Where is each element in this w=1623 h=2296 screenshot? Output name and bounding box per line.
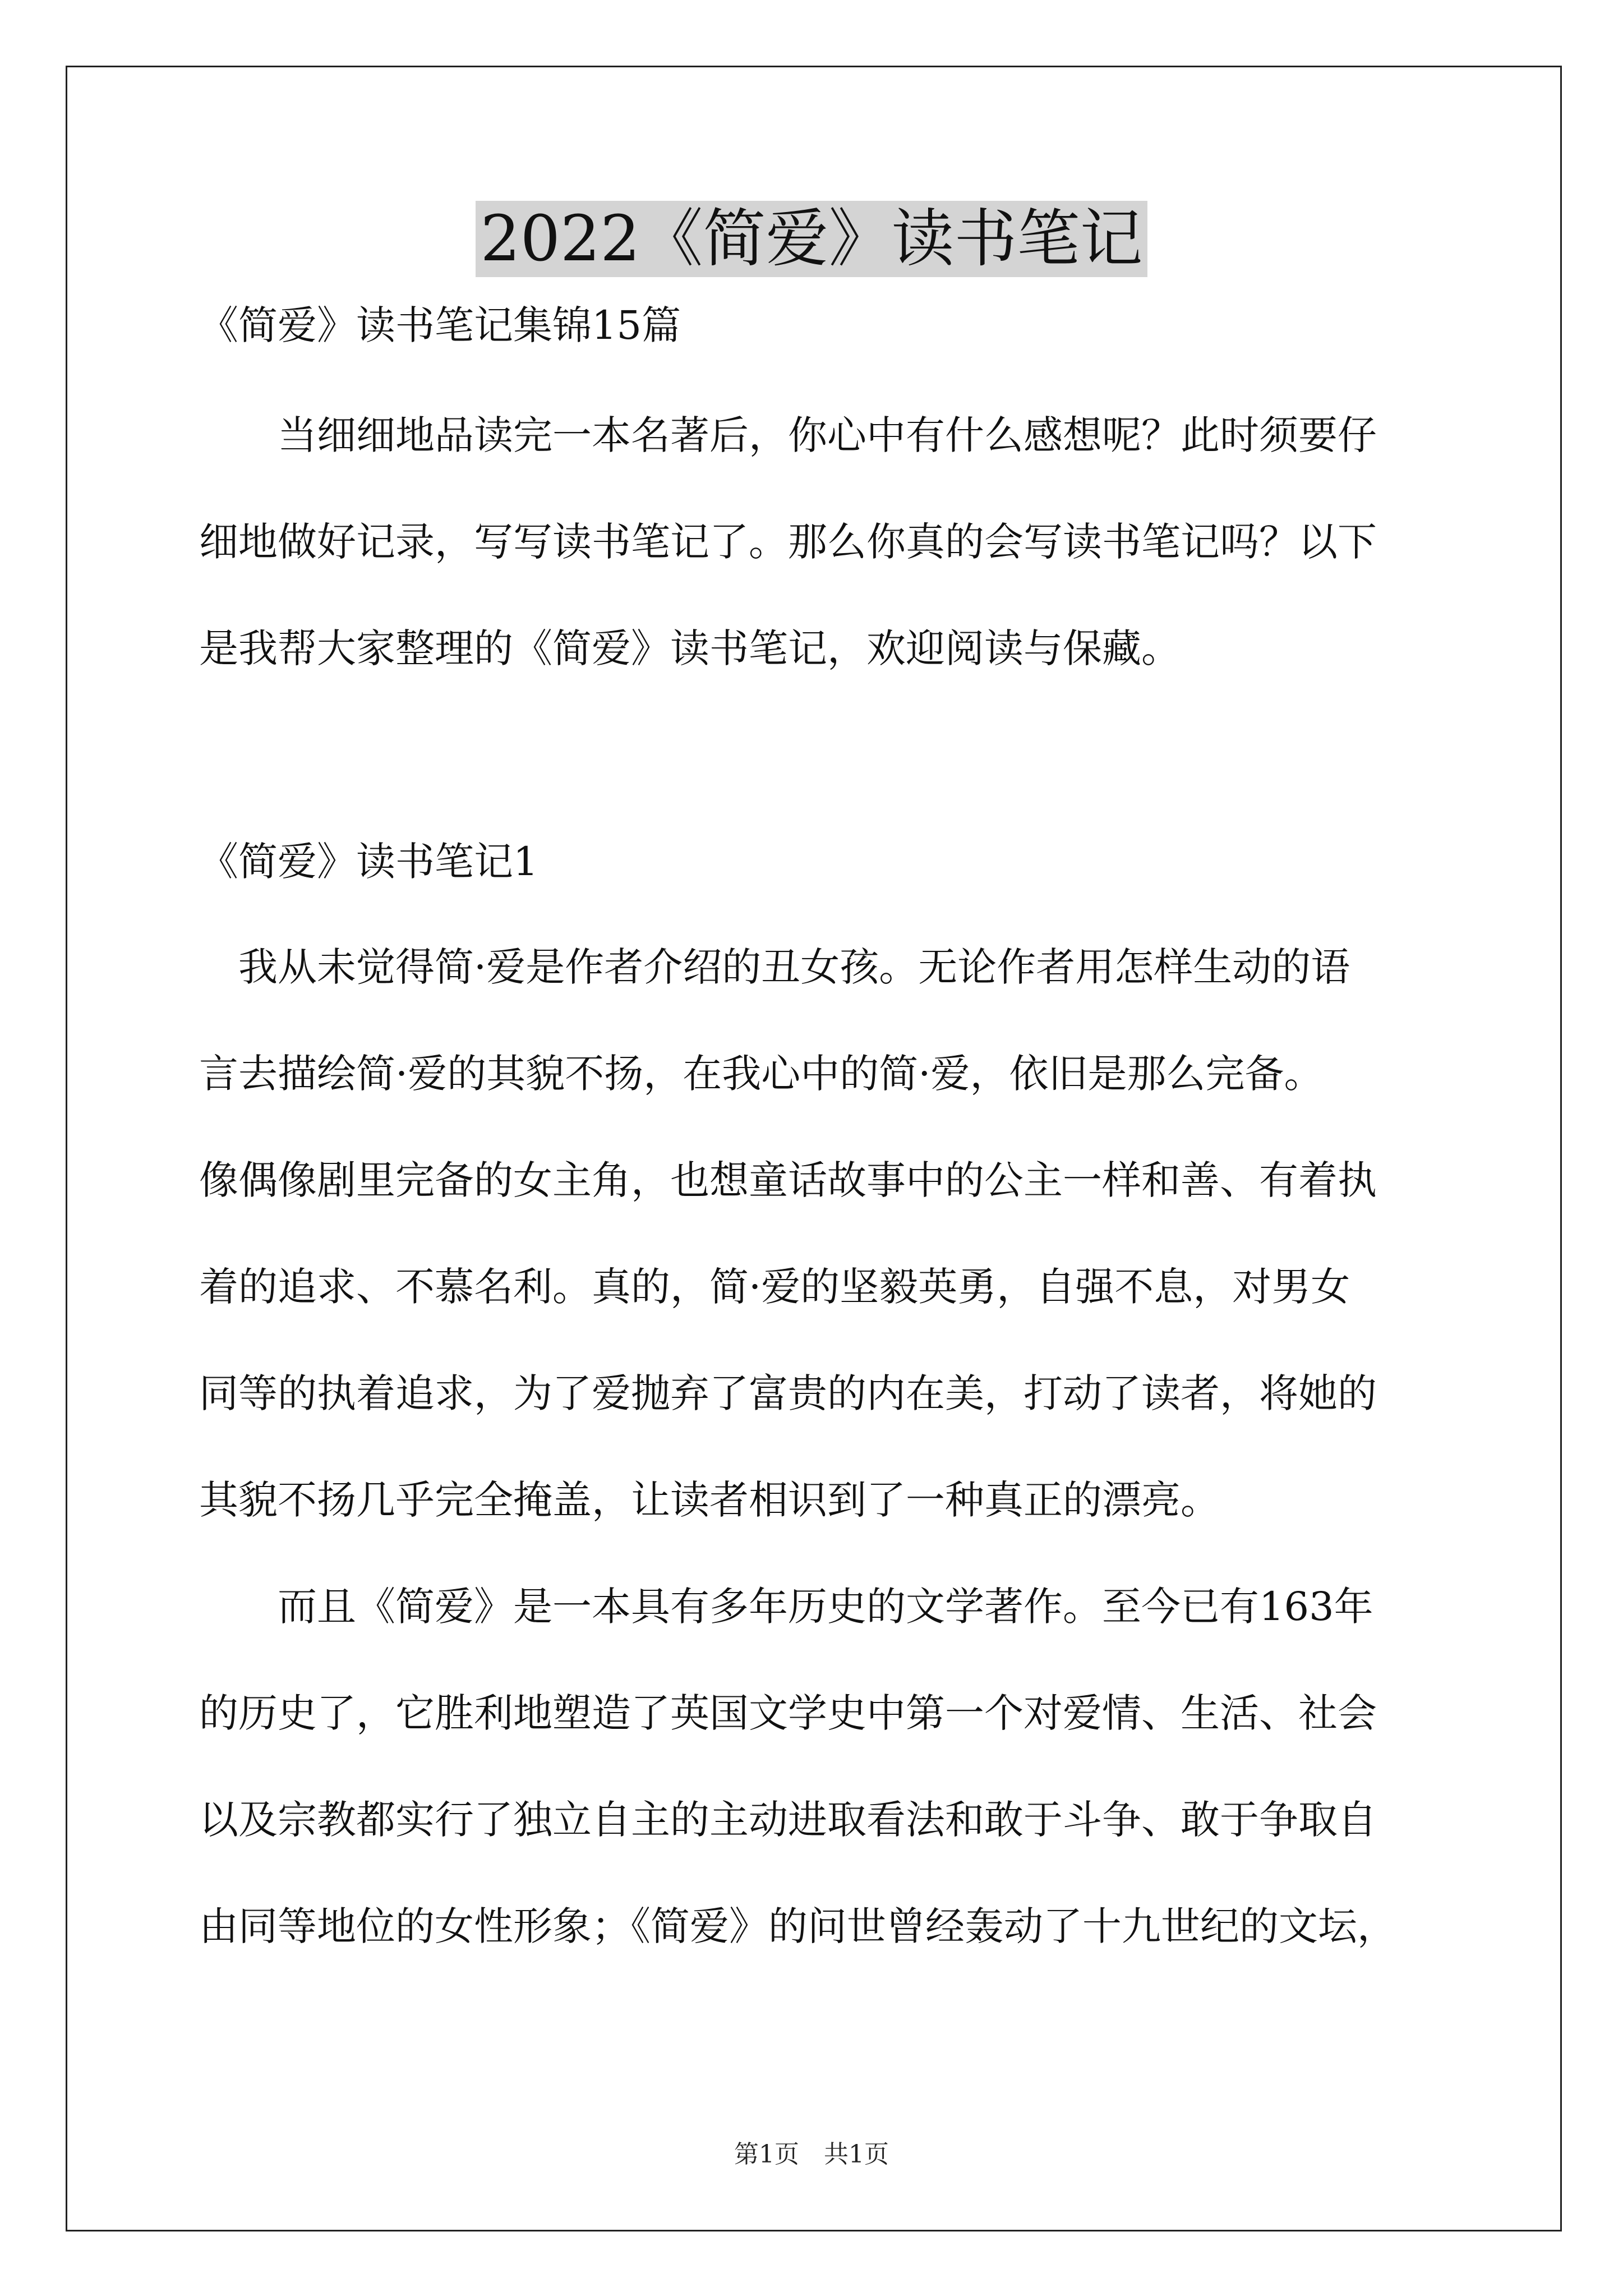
intro-line: 当细细地品读完一本名著后，你心中有什么感想呢？此时须要仔 — [199, 412, 1377, 458]
page-footer: 第1页 共1页 — [734, 2140, 889, 2169]
paragraph-line: 着的追求、不慕名利。真的，简·爱的坚毅英勇，自强不息，对男女 — [199, 1264, 1350, 1310]
body-paragraph-2 — [199, 1579, 1433, 1954]
paragraph-line: 我从未觉得简·爱是作者介绍的丑女孩。无论作者用怎样生动的语 — [199, 944, 1350, 990]
paragraph-line: 同等的执着追求，为了爱抛弃了富贵的内在美，打动了读者，将她的 — [199, 1370, 1377, 1416]
paragraph-line: 的历史了，它胜利地塑造了英国文学史中第一个对爱情、生活、社会 — [199, 1690, 1377, 1736]
paragraph-line: 由同等地位的女性形象；《简爱》的问世曾经轰动了十九世纪的文坛， — [199, 1903, 1396, 1949]
body-paragraph-1 — [199, 939, 1433, 1528]
document-title: 2022《简爱》读书笔记 — [476, 201, 1147, 277]
document-subtitle: 《简爱》读书笔记集锦15篇 — [199, 302, 681, 348]
paragraph-line: 以及宗教都实行了独立自主的主动进取看法和敢于斗争、敢于争取自 — [199, 1797, 1377, 1843]
document-body — [199, 297, 1433, 1954]
paragraph-line: 像偶像剧里完备的女主角，也想童话故事中的公主一样和善、有着执 — [199, 1157, 1377, 1203]
paragraph-line: 而且《简爱》是一本具有多年历史的文学著作。至今已有163年 — [199, 1584, 1373, 1630]
intro-line: 是我帮大家整理的《简爱》读书笔记，欢迎阅读与保藏。 — [199, 625, 1181, 671]
intro-paragraph — [199, 407, 1433, 677]
paragraph-line: 其貌不扬几乎完全掩盖，让读者相识到了一种真正的漂亮。 — [199, 1477, 1220, 1523]
title-container — [0, 201, 1623, 277]
paragraph-line: 言去描绘简·爱的其貌不扬，在我心中的简·爱，依旧是那么完备。 — [199, 1051, 1324, 1097]
section-heading: 《简爱》读书笔记1 — [199, 839, 538, 885]
intro-line: 细地做好记录，写写读书笔记了。那么你真的会写读书笔记吗？以下 — [199, 519, 1377, 565]
